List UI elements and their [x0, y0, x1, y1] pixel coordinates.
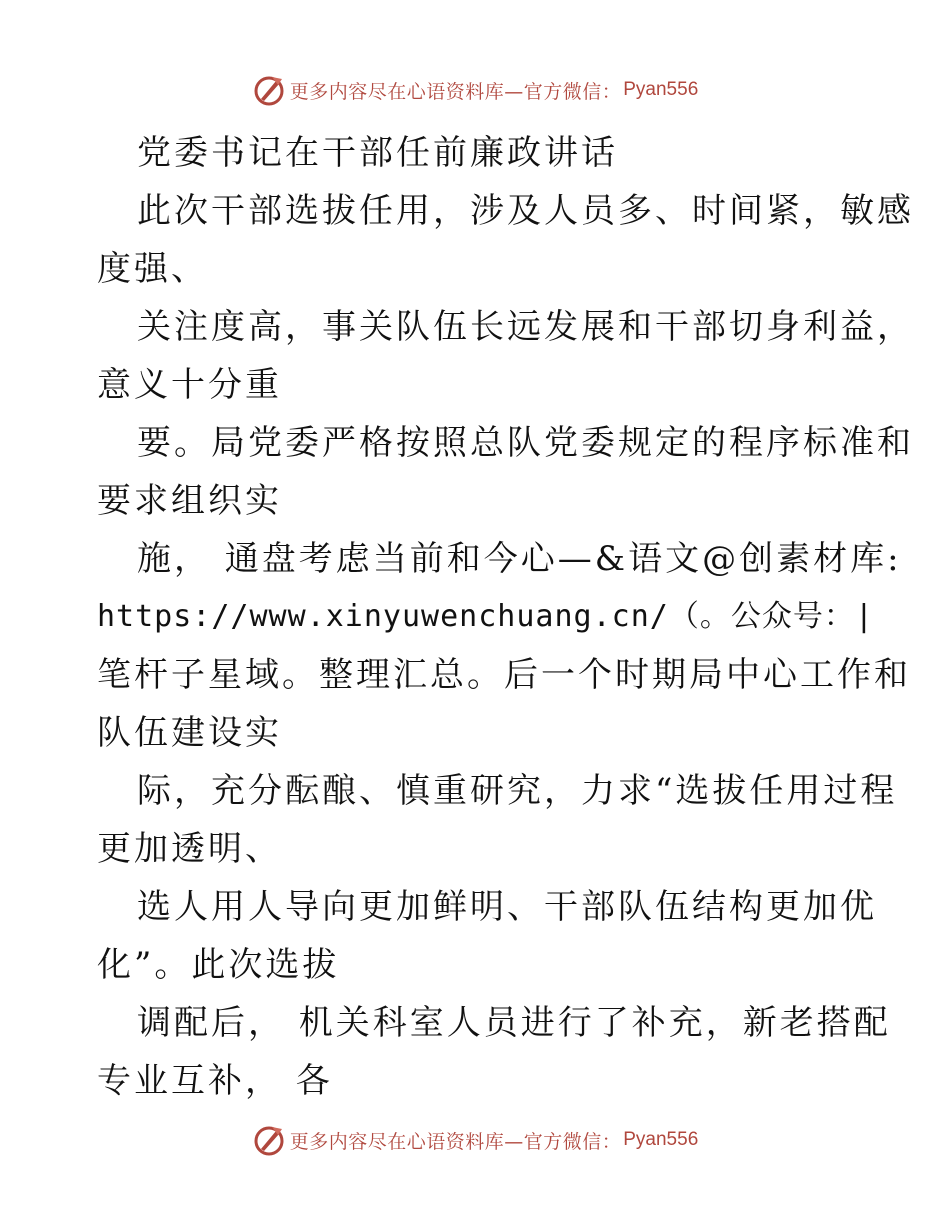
text-line: 意义十分重 — [97, 365, 282, 405]
url-line: https://www.xinyuwenchuang.cn/（。公众号：| — [97, 599, 874, 634]
text-line: 调配后， 机关科室人员进行了补充，新老搭配 — [137, 1003, 891, 1043]
text-line: 施， 通盘考虑当前和今心—&语文@创素材库: — [137, 539, 902, 579]
banner-wechat-id: Pyan556 — [623, 1129, 699, 1150]
footer-watermark-banner — [0, 1120, 950, 1160]
banner-text: 更多内容尽在心语资料库—官方微信： — [289, 1130, 622, 1153]
text-line: 度强、 — [97, 249, 208, 289]
banner-text: 更多内容尽在心语资料库—官方微信： — [289, 80, 622, 103]
text-line: 要。局党委严格按照总队党委规定的程序标准和 — [137, 423, 914, 463]
text-line: 际，充分酝酿、慎重研究，力求“选拔任用过程 — [137, 771, 898, 811]
document-title: 党委书记在干部任前廉政讲话 — [137, 133, 618, 173]
text-line: 笔杆子星域。整理汇总。后一个时期局中心工作和 — [97, 655, 911, 695]
document-body — [97, 124, 914, 1110]
quill-pen-logo-icon — [252, 1123, 286, 1157]
text-line: 更加透明、 — [97, 829, 282, 869]
banner-wechat-id: Pyan556 — [623, 79, 699, 100]
text-line: 选人用人导向更加鲜明、干部队伍结构更加优 — [137, 887, 877, 927]
text-line: 此次干部选拔任用，涉及人员多、时间紧，敏感 — [137, 191, 914, 231]
text-line: 专业互补， 各 — [97, 1061, 333, 1101]
text-line: 要求组织实 — [97, 481, 282, 521]
quill-pen-logo-icon — [252, 73, 286, 107]
header-watermark-banner — [0, 70, 950, 110]
text-line: 队伍建设实 — [97, 713, 282, 753]
text-line: 化”。此次选拔 — [97, 945, 340, 985]
text-line: 关注度高，事关队伍长远发展和干部切身利益， — [137, 307, 914, 347]
